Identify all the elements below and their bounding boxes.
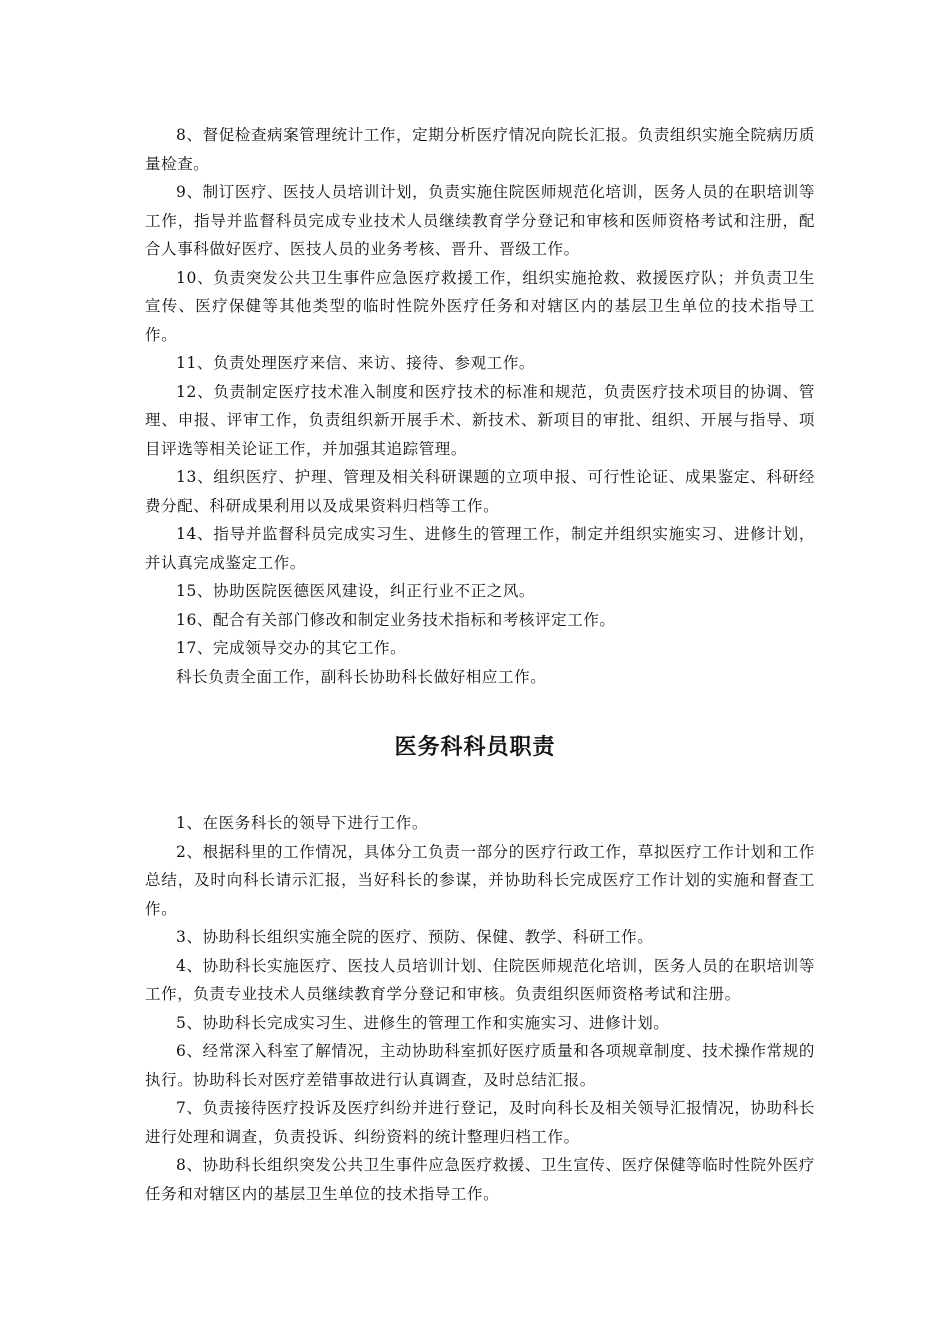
staff-duty-item-5: 5、协助科长完成实习生、进修生的管理工作和实施实习、进修计划。 <box>176 1013 670 1032</box>
duty-item-17: 17、完成领导交办的其它工作。 <box>176 639 407 657</box>
duty-item-11: 11、负责处理医疗来信、来访、接待、参观工作。 <box>176 354 536 372</box>
staff-duty-item-8: 8、协助科长组织突发公共卫生事件应急医疗救援、卫生宣传、医疗保健等临时性院外医疗任务和对辖区内的基层卫生单位的技术指导工作。 <box>145 1156 815 1203</box>
section-title: 医务科科员职责 <box>394 735 556 760</box>
staff-duty-item-7: 7、负责接待医疗投诉及医疗纠纷并进行登记，及时向科长及相关领导汇报情况，协助科长进行处理和调查，负责投诉、纠纷资料的统计整理归档工作。 <box>145 1099 815 1146</box>
duty-summary: 科长负责全面工作，副科长协助科长做好相应工作。 <box>176 667 547 686</box>
staff-duty-item-1: 1、在医务科长的领导下进行工作。 <box>176 814 428 832</box>
section-duties-continued <box>145 121 815 691</box>
duty-item-9: 9、制订医疗、医技人员培训计划，负责实施住院医师规范化培训，医务人员的在职培训等工作，指导并监督科员完成专业技术人员继续教育学分登记和审核和医师资格考试和注册，配合人事科做好医疗、医技人员的业务考核、晋升、晋级工作。 <box>145 183 815 258</box>
section-staff-duties <box>145 809 815 1208</box>
duty-item-15: 15、协助医院医德医风建设，纠正行业不正之风。 <box>176 582 536 600</box>
duty-item-8: 8、督促检查病案管理统计工作，定期分析医疗情况向院长汇报。负责组织实施全院病历质量检查。 <box>145 126 815 173</box>
duty-item-10: 10、负责突发公共卫生事件应急医疗救援工作，组织实施抢救、救援医疗队；并负责卫生宣传、医疗保健等其他类型的临时性院外医疗任务和对辖区内的基层卫生单位的技术指导工作。 <box>145 268 815 344</box>
duty-item-12: 12、负责制定医疗技术准入制度和医疗技术的标准和规范，负责医疗技术项目的协调、管理、申报、评审工作，负责组织新开展手术、新技术、新项目的审批、组织、开展与指导、项目评选等相关论证工作，并加强其追踪管理。 <box>145 382 815 458</box>
duty-item-16: 16、配合有关部门修改和制定业务技术指标和考核评定工作。 <box>176 610 616 629</box>
staff-duty-item-3: 3、协助科长组织实施全院的医疗、预防、保健、教学、科研工作。 <box>176 928 654 946</box>
staff-duty-item-4: 4、协助科长实施医疗、医技人员培训计划、住院医师规范化培训，医务人员的在职培训等工作，负责专业技术人员继续教育学分登记和审核。负责组织医师资格考试和注册。 <box>145 956 815 1003</box>
staff-duty-item-2: 2、根据科里的工作情况，具体分工负责一部分的医疗行政工作，草拟医疗工作计划和工作总结，及时向科长请示汇报，当好科长的参谋，并协助科长完成医疗工作计划的实施和督查工作。 <box>145 842 815 918</box>
staff-duty-item-6: 6、经常深入科室了解情况，主动协助科室抓好医疗质量和各项规章制度、技术操作常规的执行。协助科长对医疗差错事故进行认真调查，及时总结汇报。 <box>145 1042 815 1089</box>
duty-item-13: 13、组织医疗、护理、管理及相关科研课题的立项申报、可行性论证、成果鉴定、科研经费分配、科研成果利用以及成果资料归档等工作。 <box>145 468 815 515</box>
duty-item-14: 14、指导并监督科员完成实习生、进修生的管理工作，制定并组织实施实习、进修计划，并认真完成鉴定工作。 <box>145 525 815 572</box>
